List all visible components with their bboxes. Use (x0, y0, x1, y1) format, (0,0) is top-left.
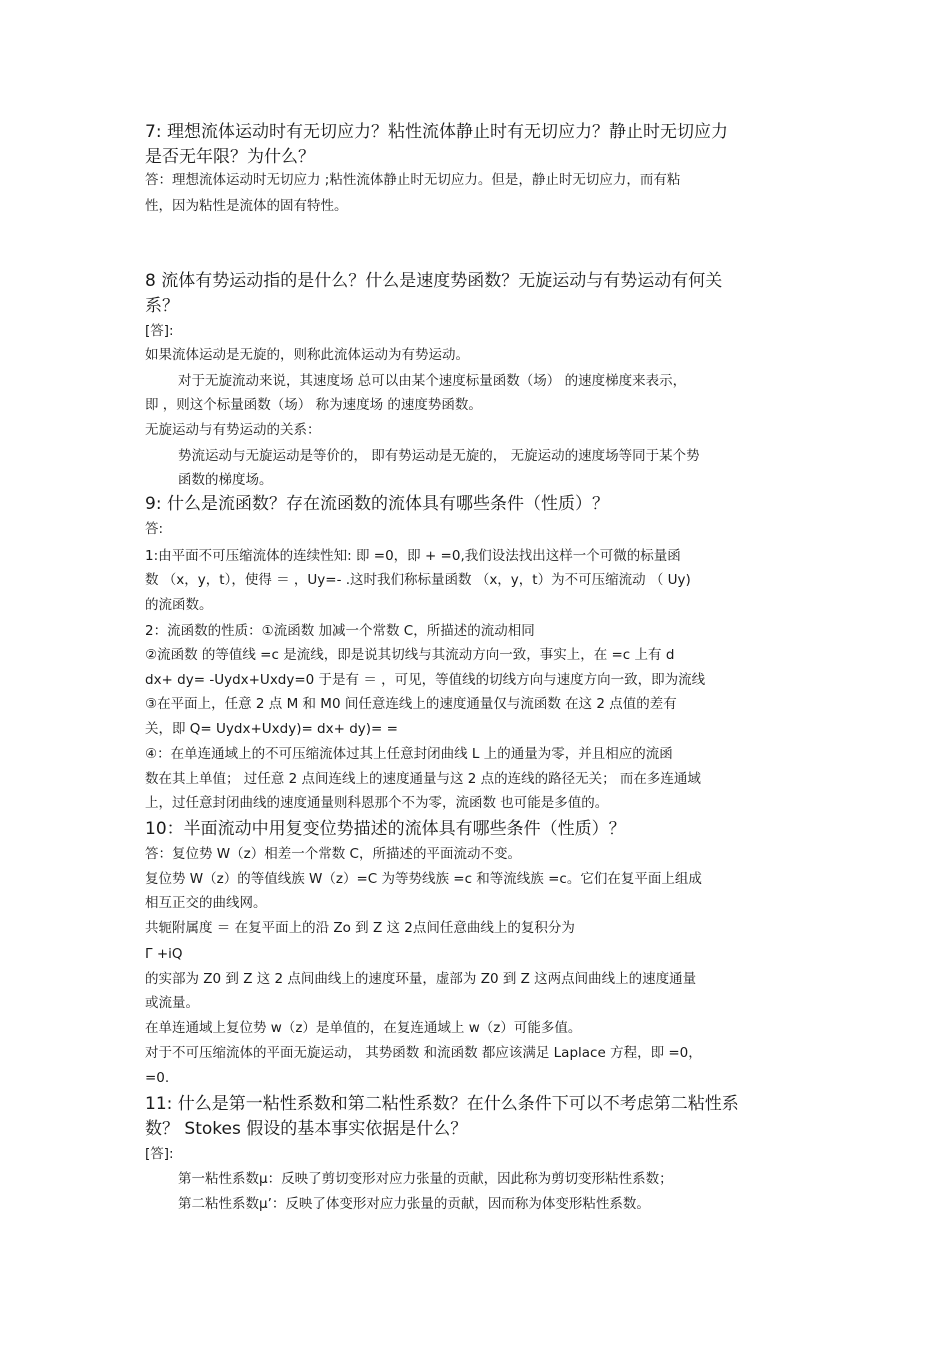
answer-line: 数在其上单值； 过任意 2 点间连线上的速度通量与这 2 点的连线的路径无关； 而在多连通域 (145, 771, 701, 787)
answer-line: 函数的梯度场。 (178, 472, 273, 488)
answer-line: 第二粘性系数μ’：反映了体变形对应力张量的贡献，因而称为体变形粘性系数。 (178, 1196, 650, 1212)
answer-line: 在单连通域上复位势 w（z）是单值的，在复连通域上 w（z）可能多值。 (145, 1020, 582, 1036)
answer-line: 无旋运动与有势运动的关系： (145, 422, 321, 438)
answer-line: ②流函数 的等值线 =c 是流线，即是说其切线与其流动方向一致，事实上，在 =c 上有 d (145, 647, 675, 663)
answer-line: 即 ，则这个标量函数（场） 称为速度场 的速度势函数。 (145, 397, 482, 413)
answer-line: 的流函数。 (145, 597, 213, 613)
answer-line: 对于不可压缩流体的平面无旋运动， 其势函数 和流函数 都应该满足 Laplace 方程，即 =0， (145, 1045, 702, 1061)
answer-line: 相互正交的曲线网。 (145, 895, 267, 911)
answer-line: 势流运动与无旋运动是等价的， 即有势运动是无旋的， 无旋运动的速度场等同于某个势 (178, 448, 700, 464)
question-line: 系？ (145, 296, 179, 316)
question-line: 7: 理想流体运动时有无切应力？粘性流体静止时有无切应力？静止时无切应力 (145, 122, 728, 142)
answer-line: [答]: (145, 323, 174, 339)
answer-line: 复位势 W（z）的等值线族 W（z）=C 为等势线族 =c 和等流线族 =c。它们在复平面上组成 (145, 871, 702, 887)
answer-line: 的实部为 Z0 到 Z 这 2 点间曲线上的速度环量，虚部为 Z0 到 Z 这两点间曲线上的速度通量 (145, 971, 697, 987)
answer-line: 答: (145, 521, 164, 537)
question-line: 11: 什么是第一粘性系数和第二粘性系数？在什么条件下可以不考虑第二粘性系 (145, 1094, 739, 1114)
answer-line: 答：理想流体运动时无切应力 ;粘性流体静止时无切应力。但是，静止时无切应力，而有粘 (145, 172, 681, 188)
answer-line: 1:由平面不可压缩流体的连续性知: 即 =0，即 + =0,我们设法找出这样一个可微的标量函 (145, 548, 681, 564)
answer-line: ③在平面上，任意 2 点 M 和 M0 间任意连线上的速度通量仅与流函数 在这 2 点值的差有 (145, 696, 677, 712)
answer-line: 对于无旋流动来说，其速度场 总可以由某个速度标量函数（场） 的速度梯度来表示， (178, 373, 687, 389)
answer-line: Γ +iQ (145, 946, 183, 962)
answer-line: 性，因为粘性是流体的固有特性。 (145, 198, 348, 214)
answer-line: dx+ dy= -Uydx+Uxdy=0 于是有 ＝ ，可见，等值线的切线方向与速度方向一致，即为流线 (145, 672, 706, 688)
answer-line: 第一粘性系数μ：反映了剪切变形对应力张量的贡献，因此称为剪切变形粘性系数； (178, 1171, 673, 1187)
answer-line: 答：复位势 W（z）相差一个常数 C，所描述的平面流动不变。 (145, 846, 521, 862)
answer-line: 数 （x，y，t），使得 ＝ ，Uy=- .这时我们称标量函数 （x，y，t）为不可压缩流动 （ Uy) (145, 572, 691, 588)
answer-line: 共轭附属度 ＝ 在复平面上的沿 Zo 到 Z 这 2点间任意曲线上的复积分为 (145, 920, 575, 936)
answer-line: [答]: (145, 1146, 174, 1162)
answer-line: 关，即 Q= Uydx+Uxdy)= dx+ dy)= = (145, 721, 398, 737)
answer-line: 或流量。 (145, 995, 199, 1011)
answer-line: ④：在单连通域上的不可压缩流体过其上任意封闭曲线 L 上的通量为零，并且相应的流函 (145, 746, 673, 762)
question-line: 是否无年限？为什么？ (145, 147, 315, 167)
answer-line: 上，过任意封闭曲线的速度通量则科恩那个不为零，流函数 也可能是多值的。 (145, 795, 609, 811)
answer-line: 2：流函数的性质：①流函数 加减一个常数 C，所描述的流动相同 (145, 623, 535, 639)
answer-line: 如果流体运动是无旋的，则称此流体运动为有势运动。 (145, 347, 469, 363)
question-line: 9: 什么是流函数？存在流函数的流体具有哪些条件（性质）？ (145, 494, 609, 514)
answer-line: =0. (145, 1070, 170, 1086)
question-line: 8 流体有势运动指的是什么？什么是速度势函数？无旋运动与有势运动有何关 (145, 271, 723, 291)
question-line: 数？ Stokes 假设的基本事实依据是什么？ (145, 1119, 468, 1139)
question-line: 10：半面流动中用复变位势描述的流体具有哪些条件（性质）？ (145, 819, 626, 839)
